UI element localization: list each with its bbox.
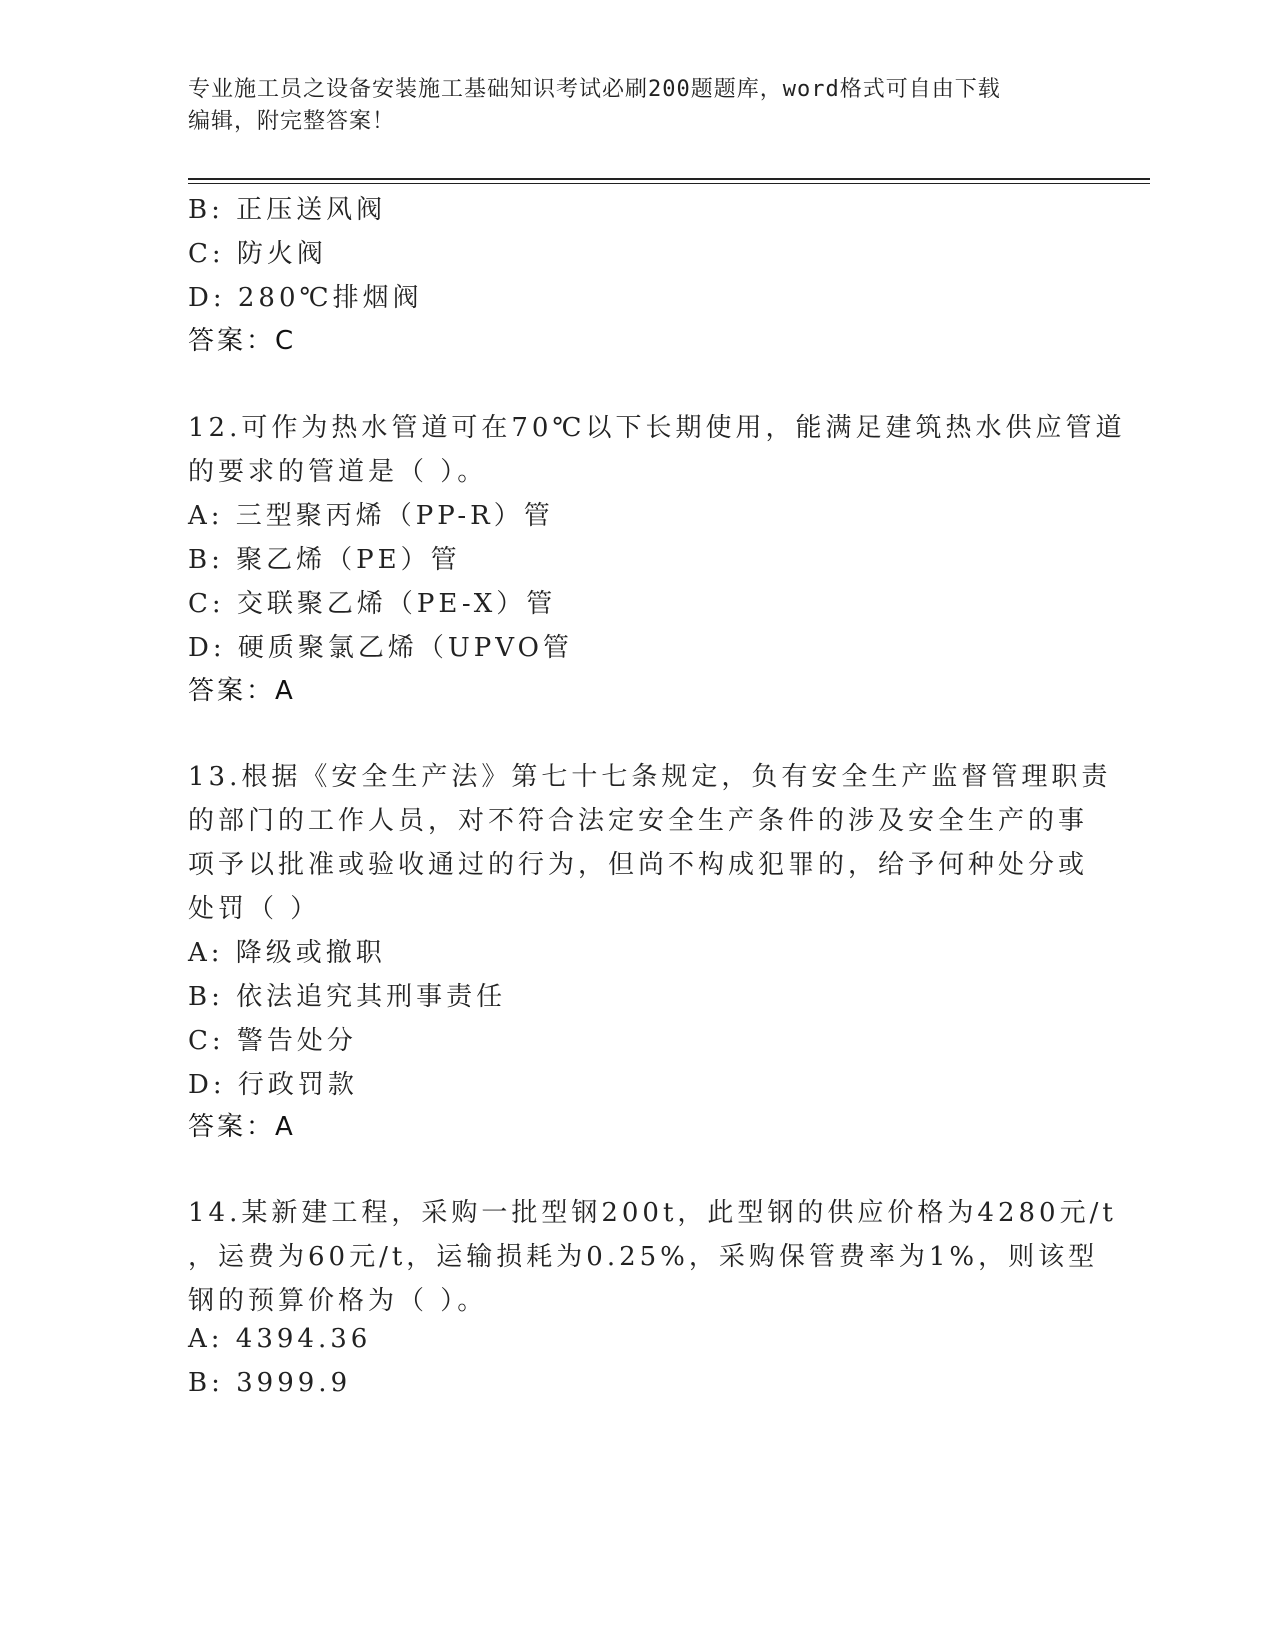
q13-answer: 答案：A [188,1112,296,1142]
q13-stem-line1: 13.根据《安全生产法》第七十七条规定，负有安全生产监督管理职责 [188,762,1112,792]
q14-option-a: A: 4394.36 [188,1324,372,1354]
q13-option-a: A: 降级或撤职 [188,938,386,968]
q11-option-d: D: 280℃排烟阀 [188,283,423,313]
q11-option-c: C: 防火阀 [188,239,327,269]
q12-stem-line2: 的要求的管道是（ ）。 [188,457,488,487]
q14-stem-line3: 钢的预算价格为（ ）。 [188,1286,488,1316]
q12-option-c: C: 交联聚乙烯（PE-X）管 [188,589,557,619]
header-title-line2: 编辑，附完整答案！ [188,109,396,134]
q14-stem-line1: 14.某新建工程，采购一批型钢200t，此型钢的供应价格为4280元/t [188,1198,1117,1228]
q12-stem-line1: 12.可作为热水管道可在70℃以下长期使用，能满足建筑热水供应管道 [188,413,1126,443]
q14-option-b: B: 3999.9 [188,1368,352,1398]
q13-stem-line2: 的部门的工作人员，对不符合法定安全生产条件的涉及安全生产的事 [188,806,1089,836]
q12-option-a: A: 三型聚丙烯（PP-R）管 [188,501,554,531]
header-title-line1: 专业施工员之设备安装施工基础知识考试必刷200题题库，word格式可自由下载 [188,77,1001,102]
q13-stem-line4: 处罚（ ） [188,894,321,924]
document-header [188,74,1088,138]
q12-option-d: D: 硬质聚氯乙烯（UPVO管 [188,633,573,663]
q11-option-b: B: 正压送风阀 [188,195,387,225]
q13-option-b: B: 依法追究其刑事责任 [188,982,507,1012]
header-divider-thick [188,178,1150,180]
q13-option-c: C: 警告处分 [188,1026,357,1056]
q14-stem-line2: ，运费为60元/t，运输损耗为0.25%，采购保管费率为1%，则该型 [188,1242,1099,1272]
q12-option-b: B: 聚乙烯（PE）管 [188,545,461,575]
q11-answer: 答案：C [188,326,297,356]
q13-option-d: D: 行政罚款 [188,1070,358,1100]
header-divider-thin [188,183,1150,184]
q12-answer: 答案：A [188,676,296,706]
q13-stem-line3: 项予以批准或验收通过的行为，但尚不构成犯罪的，给予何种处分或 [188,850,1089,880]
